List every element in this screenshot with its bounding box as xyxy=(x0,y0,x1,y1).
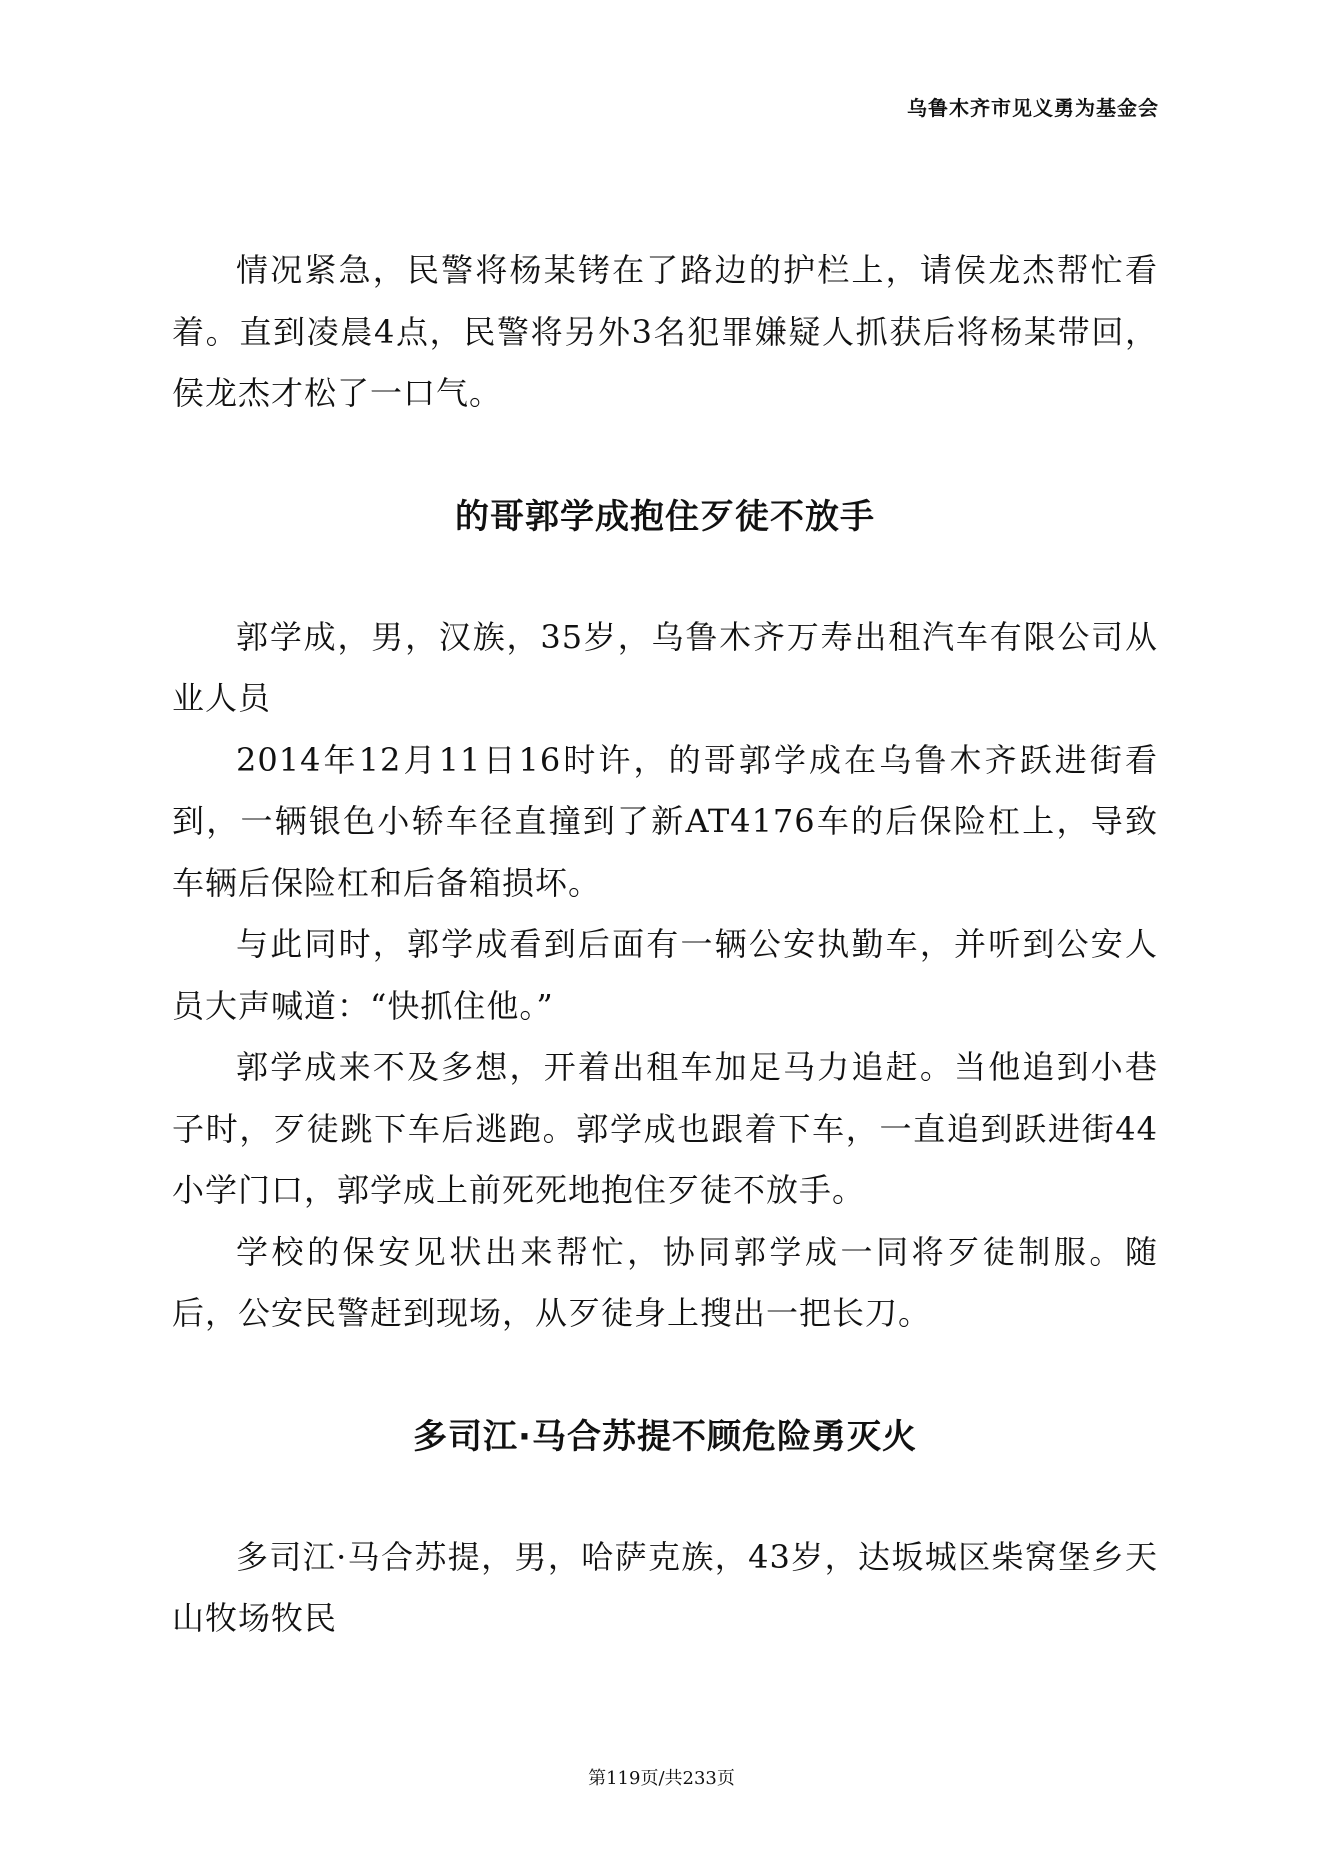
section-title-guo: 的哥郭学成抱住歹徒不放手 xyxy=(455,496,875,537)
section-intro-duosijiang: 多司江·马合苏提，男，哈萨克族，43岁，达坂城区柴窝堡乡天山牧场牧民 xyxy=(172,1537,1158,1637)
section-title-duosijiang: 多司江·马合苏提不顾危险勇灭火 xyxy=(413,1416,917,1457)
continuation-paragraph: 情况紧急，民警将杨某铐在了路边的护栏上，请侯龙杰帮忙看着。直到凌晨4点，民警将另外3名犯罪嫌疑人抓获后将杨某带回，侯龙杰才松了一口气。 xyxy=(172,251,1158,412)
body-paragraph: 郭学成来不及多想，开着出租车加足马力追赶。当他追到小巷子时，歹徒跳下车后逃跑。郭学成也跟着下车，一直追到跃进街44小学门口，郭学成上前死死地抱住歹徒不放手。 xyxy=(172,1048,1158,1209)
body-paragraph: 2014年12月11日16时许，的哥郭学成在乌鲁木齐跃进街看到，一辆银色小轿车径直撞到了新AT4176车的后保险杠上，导致车辆后保险杠和后备箱损坏。 xyxy=(172,740,1158,902)
body-paragraph: 与此同时，郭学成看到后面有一辆公安执勤车，并听到公安人员大声喊道：“快抓住他。” xyxy=(172,925,1158,1025)
body-paragraph: 学校的保安见状出来帮忙，协同郭学成一同将歹徒制服。随后，公安民警赶到现场，从歹徒身上搜出一把长刀。 xyxy=(172,1232,1158,1332)
page-content xyxy=(172,240,1158,1650)
page-header-org-name: 乌鲁木齐市见义勇为基金会 xyxy=(907,96,1159,120)
section-intro-guo: 郭学成，男，汉族，35岁，乌鲁木齐万寿出租汽车有限公司从业人员 xyxy=(172,617,1158,717)
page-number-footer: 第119页/共233页 xyxy=(588,1768,735,1789)
